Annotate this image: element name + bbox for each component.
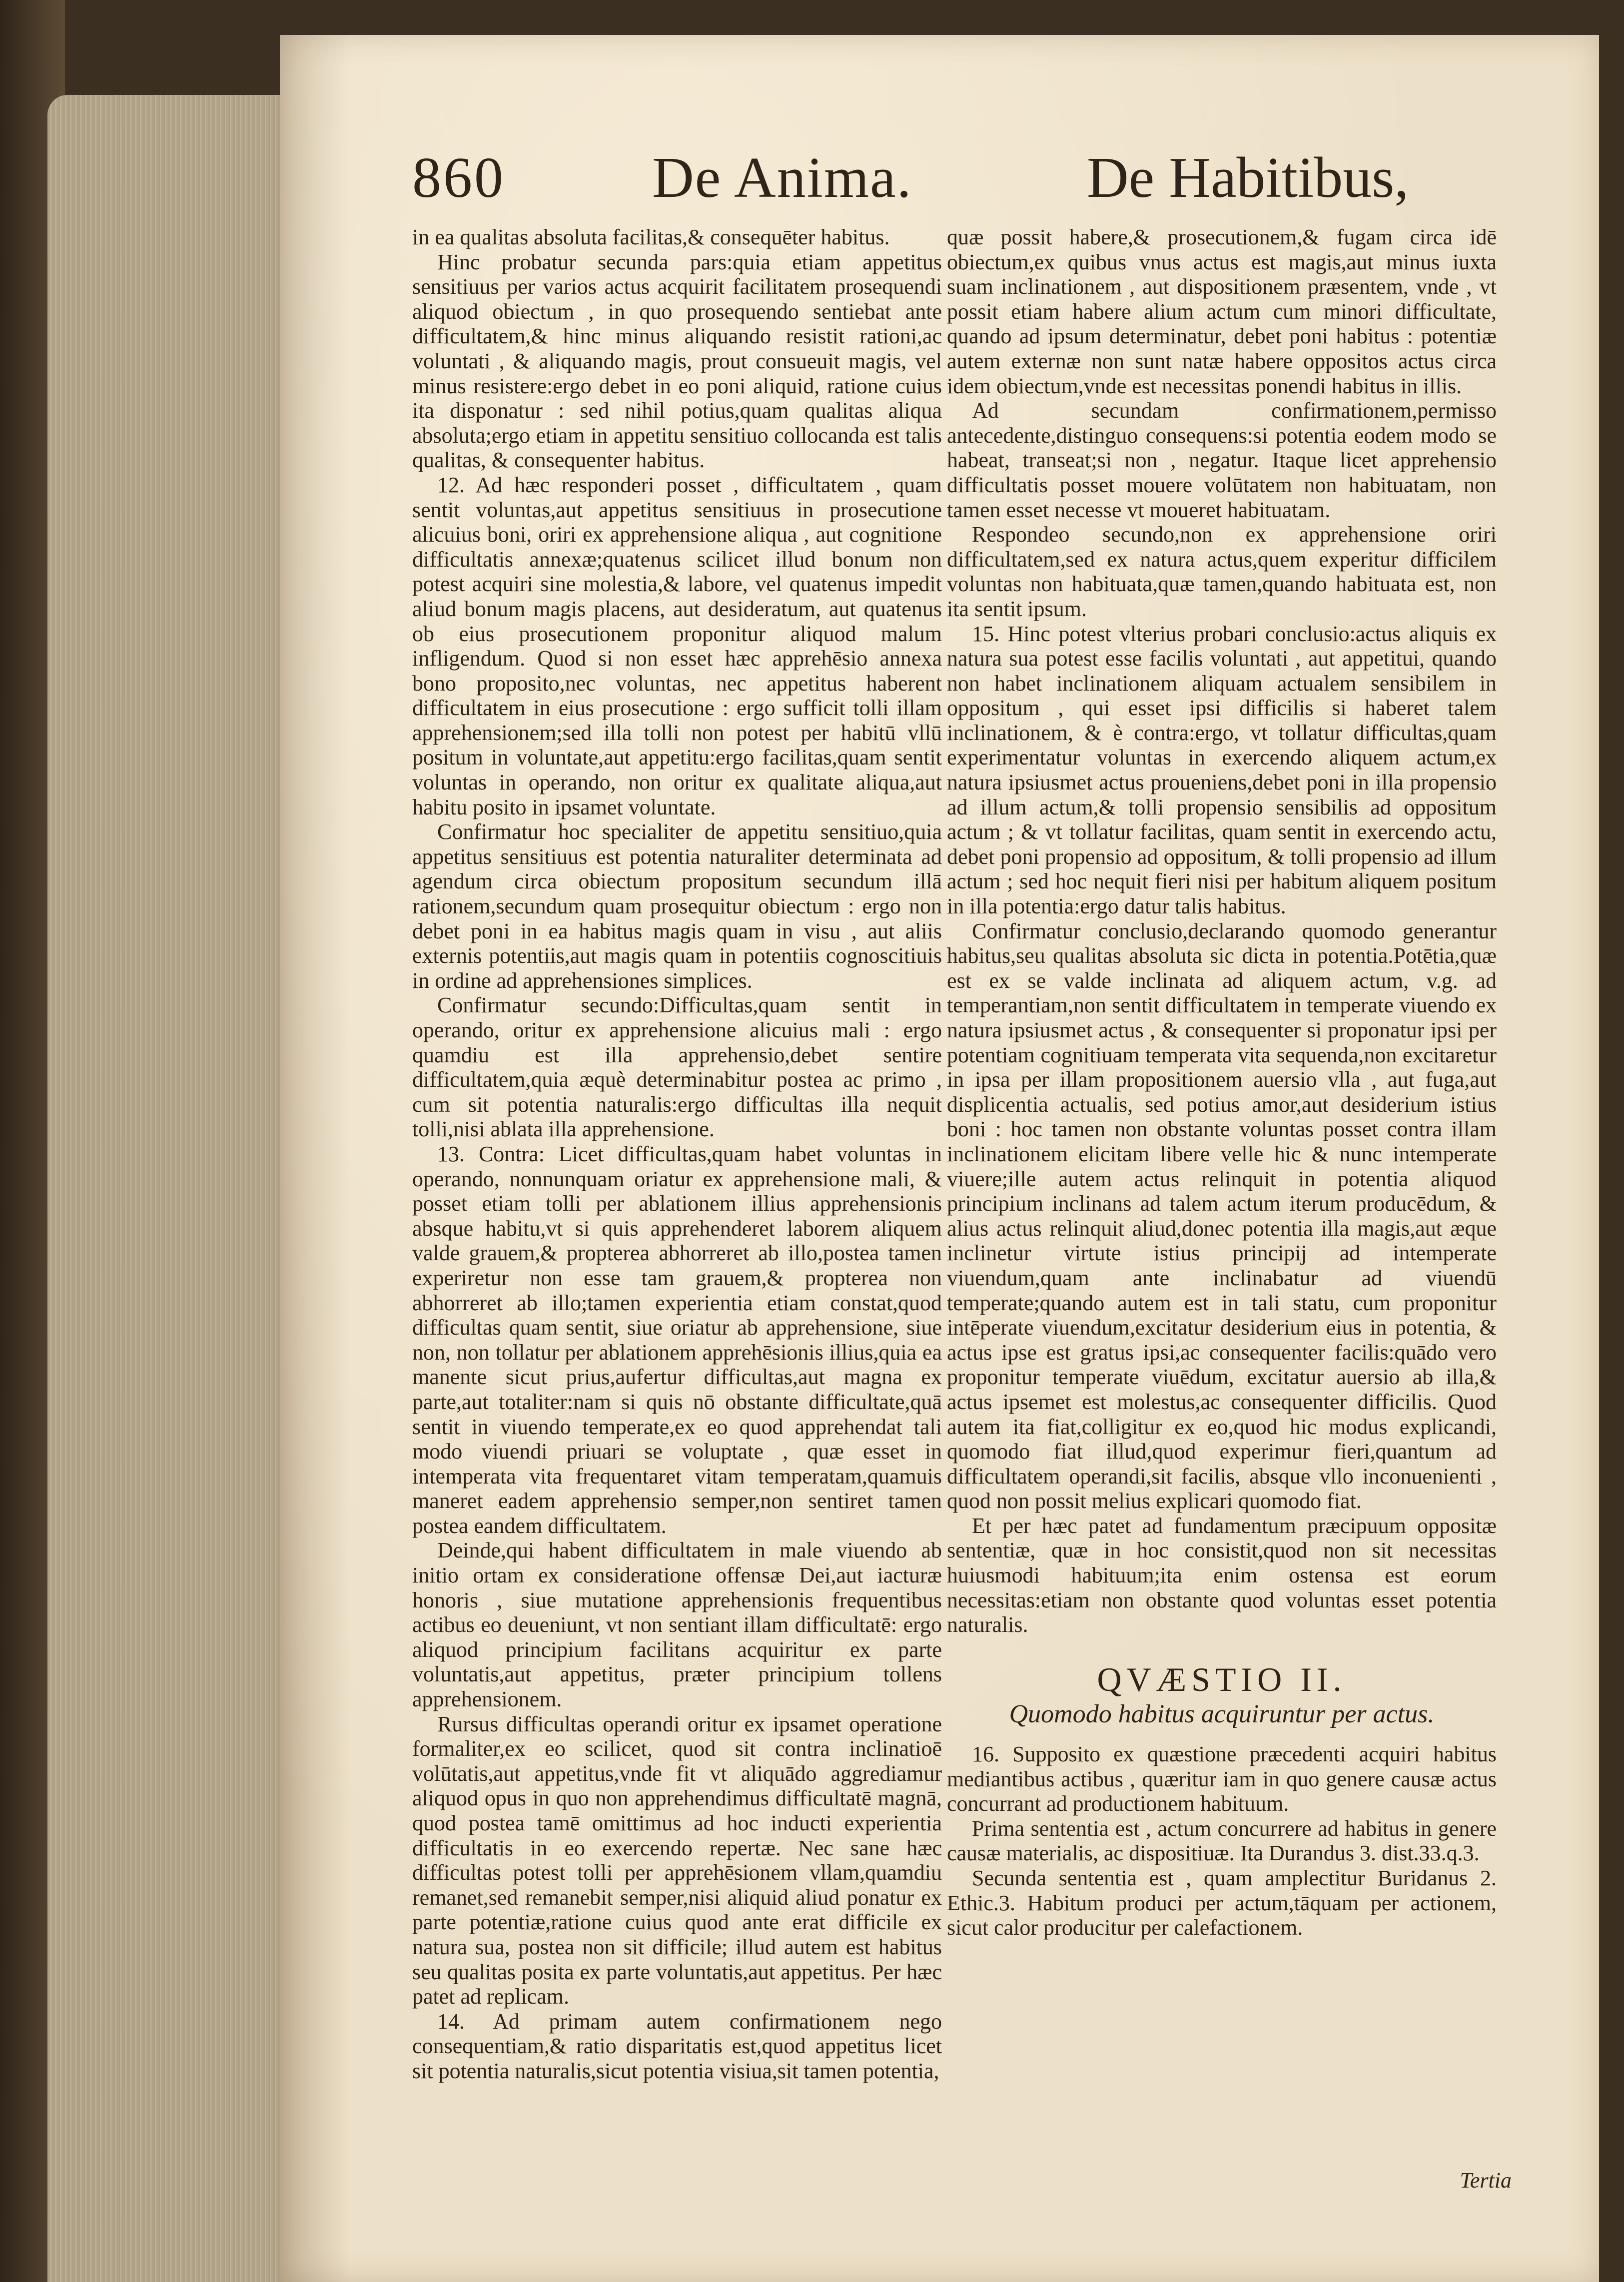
page-edges [47, 95, 282, 2282]
paragraph: Secunda sententia est , quam amplectitur Buridanus 2. Ethic.3. Habitum produci per actum,tāquam per actionem, sicut calor producitur per calefactionem. [947, 1866, 1497, 1940]
paragraph: Prima sententia est , actum concurrere ad habitus in genere causæ materialis, ac dispositiuæ. Ita Durandus 3. dist.33.q.3. [947, 1816, 1497, 1866]
paragraph: 14. Ad primam autem confirmationem nego consequentiam,& ratio disparitatis est,quod appetitus licet sit potentia naturalis,sicut potentia visiua,sit tamen potentia, [412, 2009, 942, 2083]
quaestio-heading: QVÆSTIO II. [1097, 1660, 1347, 1698]
paragraph: Confirmatur conclusio,declarando quomodo generantur habitus,seu qualitas absoluta sic dicta in potentia.Potētia,quæ est ex se valde inclinata ad aliquem actum, v.g. ad temperantiam,non sentit difficultatem in temperate viuendo ex natura ipsiusmet actus , & consequenter si proponatur ipsi per potentiam cognitiuam temperata vita sequenda,non excitaretur in ipsa per illam propositionem auersio vlla , aut fuga,aut displicentia actualis, sed potius amor,aut desiderium istius boni : hoc tamen non obstante voluntas posset contra illam inclinationem elicitam libere velle hic & nunc intemperate viuere;ille autem actus relinquit in potentia aliquod principium inclinans ad talem actum iterum producēdum, & alius actus relinquit aliud,donec potentia illa magis,aut æque inclinetur virtute istius principij ad intemperate viuendum,quam ante inclinabatur ad viuendū temperate;quando autem est in tali statu, cum proponitur intēperate viuendum,excitatur desiderium eius in potentia, & actus ipse est gratus ipsi,ac consequenter facilis:quādo vero proponitur temperate viuēdum, excitatur auersio ab illa,& actus ipsemet est molestus,ac consequenter difficilis. Quod autem ita fiat,colligitur ex eo,quod hic modus explicandi, quomodo fiat illud,quod experimur fieri,quantum ad difficultatem operandi,sit facilis, absque vllo inconuenienti , quod non possit melius explicari quomodo fiat. [947, 918, 1497, 1514]
paragraph: 15. Hinc potest vlterius probari conclusio:actus aliquis ex natura sua potest esse facilis voluntati , aut appetitui, quando non habet inclinationem aliquam actualem sensibilem in oppositum , qui esset ipsi difficilis si haberet talem inclinationem, & è contra:ergo, vt tollatur difficultas,quam experimentatur voluntas in exercendo aliquem actum,ex natura ipsiusmet actus proueniens,debet poni in illa propensio ad illum actum,& tolli propensio sensibilis ad oppositum actum ; & vt tollatur facilitas, quam sentit in exercendo actu, debet poni propensio ad oppositum, & tolli propensio ad illum actum ; sed hoc nequit fieri nisi per habitum aliquem positum in illa potentia:ergo datur talis habitus. [947, 621, 1497, 919]
paragraph: 16. Supposito ex quæstione præcedenti acquiri habitus mediantibus actibus , quæritur iam in quo genere causæ actus concurrant ad productionem habituum. [947, 1742, 1497, 1816]
left-column [412, 225, 942, 2084]
page-header [412, 135, 1552, 235]
book-page [280, 35, 1599, 2282]
paragraph: Hinc probatur secunda pars:quia etiam appetitus sensitiuus per varios actus acquirit facilitatem prosequendi aliquod obiectum , in quo prosequendo sentiebat ante difficultatem,& hinc minus aliquando resistit rationi,ac voluntati , & aliquando magis, prout consueuit magis, vel minus resistere:ergo debet in eo poni aliquid, ratione cuius ita disponatur : sed nihil potius,quam qualitas aliqua absoluta;ergo etiam in appetitu sensitiuo collocanda est talis qualitas, & consequenter habitus. [412, 249, 942, 473]
paragraph: quæ possit habere,& prosecutionem,& fugam circa idē obiectum,ex quibus vnus actus est magis,aut minus iuxta suam inclinationem , aut dispositionem præsentem, vnde , vt possit etiam habere alium actum cum minori difficultate, quando ad ipsum determinatur, debet poni habitus : potentiæ autem externæ non sunt natæ habere oppositos actus circa idem obiectum,vnde est necessitas ponendi habitus in illis. [947, 225, 1497, 398]
paragraph: Respondeo secundo,non ex apprehensione oriri difficultatem,sed ex natura actus,quem experitur difficilem voluntas non habituata,quæ tamen,quando habituata est, non ita sentit ipsum. [947, 522, 1497, 621]
paragraph: in ea qualitas absoluta facilitas,& consequēter habitus. [412, 225, 890, 249]
paragraph: Deinde,qui habent difficultatem in male viuendo ab initio ortam ex consideratione offensæ Dei,aut iacturæ honoris , siue mutatione apprehensionis frequentibus actibus eo deueniunt, vt non sentiant illam difficultatē: ergo aliquod principium facilitans acquiritur ex parte voluntatis,aut appetitus, præter principium tollens apprehensionem. [412, 1538, 942, 1712]
paragraph: Confirmatur secundo:Difficultas,quam sentit in operando, oritur ex apprehensione alicuius mali : ergo quamdiu est illa apprehensio,debet sentire difficultatem,quia æquè determinabitur postea ac primo , cum sit potentia naturalis:ergo difficultas illa nequit tolli,nisi ablata illa apprehensione. [412, 993, 942, 1142]
right-column [947, 225, 1497, 1940]
paragraph: 13. Contra: Licet difficultas,quam habet voluntas in operando, nonnunquam oriatur ex apprehensione mali, & posset etiam tolli per ablationem illius apprehensionis absque habitu,vt si quis apprehenderet laborem aliquem valde grauem,& propterea abhorreret ab illo,postea tamen experiretur non esse tam grauem,& propterea non abhorreret ab illo;tamen experientia etiam constat,quod difficultas quam sentit, siue oriatur ab apprehensione, siue non, non tollatur per ablationem apprehēsionis illius,quia ea manente sicut prius,aufertur difficultas,aut magna ex parte,aut totaliter:nam si quis nō obstante difficultate,quā sentit in viuendo temperate,ex eo quod apprehendat tali modo viuendi priuari se voluptate , quæ esset in intemperata vita frequentaret vitam temperatam,quamuis maneret eadem apprehensio semper,non sentiret tamen postea eandem difficultatem. [412, 1141, 942, 1538]
page-number: 860 [412, 146, 505, 210]
paragraph: Ad secundam confirmationem,permisso antecedente,distinguo consequens:si potentia eodem modo se habeat, transeat;si non , negatur. Itaque licet apprehensio difficultatis posset mouere volūtatem non habituatam, non tamen esset necesse vt moueret habituatam. [947, 398, 1497, 522]
paragraph: Et per hæc patet ad fundamentum præcipuum oppositæ sententiæ, quæ in hoc consistit,quod non sit necessitas huiusmodi habituum;ita enim ostensa est eorum necessitas:etiam non obstante quod voluntas esset potentia naturalis. [947, 1513, 1497, 1637]
catchword: Tertia [1460, 2168, 1512, 2193]
quaestio-subheading: Quomodo habitus acquiruntur per actus. [1009, 1700, 1435, 1729]
running-title-right: De Habitibus, [1087, 146, 1409, 210]
paragraph: 12. Ad hæc responderi posset , difficultatem , quam sentit voluntas,aut appetitus sensitiuus in prosecutione alicuius boni, oriri ex apprehensione aliqua , aut cognitione difficultatis annexæ;quatenus scilicet illud bonum non potest acquiri sine molestia,& labore, vel quatenus impedit aliud bonum magis placens, aut desideratum, aut quatenus ob eius prosecutionem proponitur aliquod malum infligendum. Quod si non esset hæc apprehēsio annexa bono proposito,nec voluntas, nec appetitus haberent difficultatem in eius prosecutione : ergo sufficit tolli illam apprehensionem;sed illa tolli non potest per habitū vllū positum in voluntate,aut appetitu:ergo facilitas,quam sentit voluntas in operando, non oritur ex qualitate aliqua,aut habitu posito in ipsamet voluntate. [412, 472, 942, 819]
paragraph: Rursus difficultas operandi oritur ex ipsamet operatione formaliter,ex eo scilicet, quod sit contra inclinatioē volūtatis,aut appetitus,vnde fit vt aliquādo aggrediamur aliquod opus in quo non apprehendimus difficultatē magnā, quod postea tamē omittimus ad hoc inducti experientia difficultatis in eo exercendo repertæ. Nec sane hæc difficultas potest tolli per apprehēsionem vllam,quamdiu remanet,sed remanebit semper,nisi aliquid aliud ponatur ex parte potentiæ,ratione cuius quod ante erat difficile ex natura sua, postea non sit difficile; illud autem est habitus seu qualitas posita ex parte voluntatis,aut appetitus. Per hæc patet ad replicam. [412, 1711, 942, 2009]
paragraph: Confirmatur hoc specialiter de appetitu sensitiuo,quia appetitus sensitiuus est potentia naturaliter determinata ad agendum circa obiectum propositum secundum illā rationem,secundum quam prosequitur obiectum : ergo non debet poni in ea habitus magis quam in visu , aut aliis externis potentiis,aut magis quam in potentiis cognoscitiuis in ordine ad apprehensiones simplices. [412, 819, 942, 993]
running-title-left: De Anima. [652, 146, 912, 210]
